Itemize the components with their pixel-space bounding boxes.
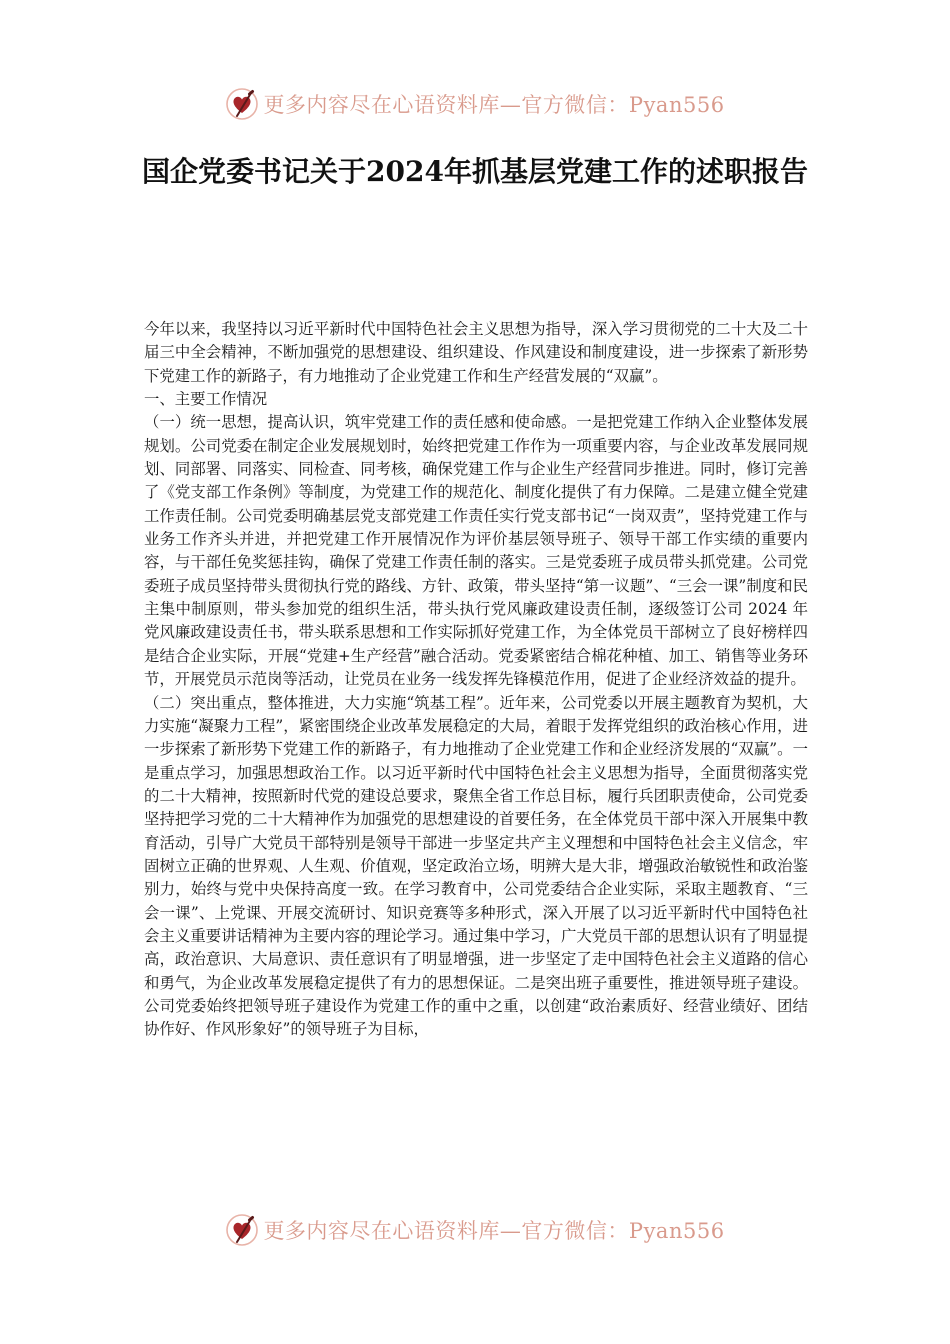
section-heading: 一、主要工作情况 xyxy=(144,390,268,409)
intro-paragraph: 今年以来，我坚持以习近平新时代中国特色社会主义思想为指导，深入学习贯彻党的二十大及二十届三中全会精神，不断加强党的思想建设、组织建设、作风建设和制度建设，进一步探索了新形势下党建工作的新路子，有力地推动了企业党建工作和生产经营发展的“双赢”。 xyxy=(144,320,808,385)
body-paragraph: （一）统一思想，提高认识，筑牢党建工作的责任感和使命感。一是把党建工作纳入企业整体发展规划。公司党委在制定企业发展规划时，始终把党建工作作为一项重要内容，与企业改革发展同规划、同部署、同落实、同检查、同考核，确保党建工作与企业生产经营同步推进。同时，修订完善了《党支部工作条例》等制度，为党建工作的规范化、制度化提供了有力保障。二是建立健全党建工作责任制。公司党委明确基层党支部党建工作责任实行党支部书记“一岗双责”，坚持党建工作与业务工作齐头并进，并把党建工作开展情况作为评价基层领导班子、领导干部工作实绩的重要内容，与干部任免奖惩挂钩，确保了党建工作责任制的落实。三是党委班子成员带头抓党建。公司党委班子成员坚持带头贯彻执行党的路线、方针、政策，带头坚持“第一议题”、“三会一课”制度和民主集中制原则，带头参加党的组织生活，带头执行党风廉政建设责任制，逐级签订公司 2024 年党风廉政建设责任书，带头联系思想和工作实际抓好党建工作，为全体党员干部树立了良好榜样四是结合企业实际，开展“党建+生产经营”融合活动。党委紧密结合棉花种植、加工、销售等业务环节，开展党员示范岗等活动，让党员在业务一线发挥先锋模范作用，促进了企业经济效益的提升。 xyxy=(144,413,808,689)
footer-watermark-banner xyxy=(0,1208,950,1252)
footer-watermark-text: 更多内容尽在心语资料库—官方微信：Pyan556 xyxy=(263,1219,725,1243)
header-watermark-text: 更多内容尽在心语资料库—官方微信：Pyan556 xyxy=(263,93,725,117)
document-body xyxy=(144,318,808,1042)
heart-pen-logo-icon xyxy=(225,1213,259,1247)
document-title: 国企党委书记关于2024年抓基层党建工作的述职报告 xyxy=(142,155,808,188)
heart-pen-logo-icon xyxy=(225,87,259,121)
body-paragraph: （二）突出重点，整体推进，大力实施“筑基工程”。近年来，公司党委以开展主题教育为契机，大力实施“凝聚力工程”，紧密围绕企业改革发展稳定的大局，着眼于发挥党组织的政治核心作用，进一步探索了新形势下党建工作的新路子，有力地推动了企业党建工作和企业经济发展的“双赢”。一是重点学习，加强思想政治工作。以习近平新时代中国特色社会主义思想为指导，全面贯彻落实党的二十大精神，按照新时代党的建设总要求，聚焦全省工作总目标，履行兵团职责使命，公司党委坚持把学习党的二十大精神作为加强党的思想建设的首要任务，在全体党员干部中深入开展集中教育活动，引导广大党员干部特别是领导干部进一步坚定共产主义理想和中国特色社会主义信念，牢固树立正确的世界观、人生观、价值观，坚定政治立场，明辨大是大非，增强政治敏锐性和政治鉴别力，始终与党中央保持高度一致。在学习教育中，公司党委结合企业实际，采取主题教育、“三会一课”、上党课、开展交流研讨、知识竞赛等多种形式，深入开展了以习近平新时代中国特色社会主义重要讲话精神为主要内容的理论学习。通过集中学习，广大党员干部的思想认识有了明显提高，政治意识、大局意识、责任意识有了明显增强，进一步坚定了走中国特色社会主义道路的信心和勇气，为企业改革发展稳定提供了有力的思想保证。二是突出班子重要性，推进领导班子建设。公司党委始终把领导班子建设作为党建工作的重中之重，以创建“政治素质好、经营业绩好、团结协作好、作风形象好”的领导班子为目标， xyxy=(144,693,808,1039)
header-watermark-banner xyxy=(0,82,950,126)
